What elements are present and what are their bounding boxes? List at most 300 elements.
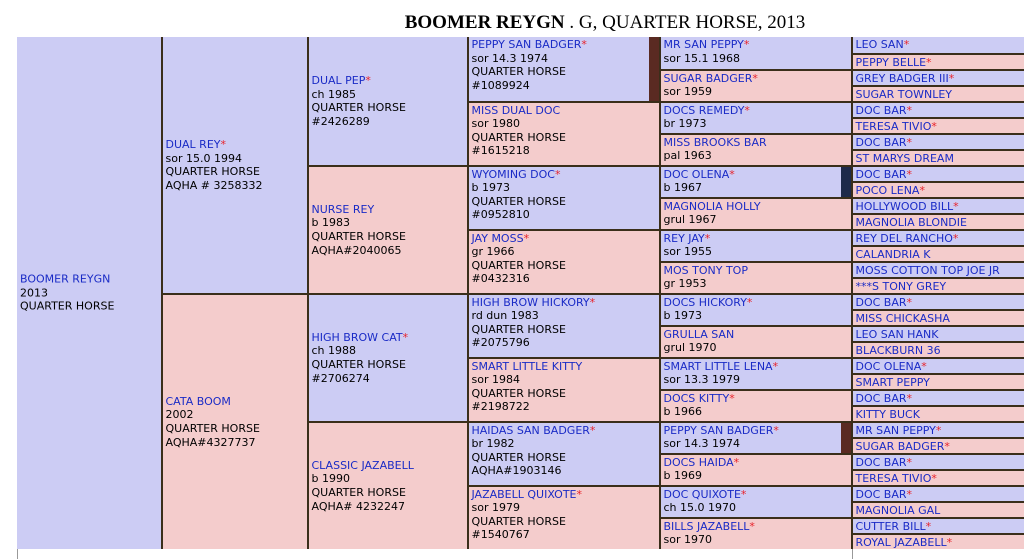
horse-detail-line: QUARTER HORSE — [471, 130, 566, 144]
horse-name-line — [856, 536, 1024, 550]
horse-detail-line: b 1969 — [663, 469, 702, 483]
pedigree-cell-gen5 — [661, 391, 852, 422]
pedigree-cell-content — [856, 152, 1024, 166]
pedigree-cell-gen6 — [853, 471, 1024, 486]
pedigree-cell-content — [664, 424, 850, 451]
star-marker: * — [921, 359, 927, 373]
horse-name-line — [664, 392, 850, 406]
horse-name-line — [856, 200, 1024, 214]
star-marker: * — [729, 391, 735, 405]
horse-name-link[interactable]: CLASSIC JAZABELL — [311, 458, 414, 472]
horse-detail-line: b 1983 — [311, 216, 350, 230]
horse-detail-line: QUARTER HORSE — [311, 229, 406, 243]
horse-name-link[interactable]: BOOMER REYGN — [20, 272, 111, 286]
horse-name-line — [472, 296, 658, 310]
horse-name-link[interactable]: PEPPY SAN BADGER — [663, 423, 774, 437]
horse-detail-line: sor 15.0 1994 — [165, 151, 242, 165]
pedigree-cell-content — [856, 440, 1024, 454]
horse-name-line — [664, 488, 850, 502]
horse-name-link[interactable]: DOC QUIXOTE — [663, 487, 741, 501]
horse-name-link[interactable]: JAZABELL QUIXOTE — [471, 487, 577, 501]
pedigree-cell-gen5 — [661, 487, 852, 518]
horse-name-line — [664, 264, 850, 278]
pedigree-cell-gen6 — [853, 391, 1024, 406]
horse-name-link[interactable]: CALANDRIA K — [855, 247, 931, 261]
star-marker: * — [906, 135, 913, 149]
horse-name-link[interactable]: DOCS HAIDA — [663, 455, 734, 469]
star-marker: * — [749, 519, 755, 533]
horse-detail-line: br 1973 — [663, 117, 707, 131]
horse-name-link[interactable]: MAGNOLIA GAL — [855, 503, 941, 517]
horse-name-link[interactable]: CATA BOOM — [165, 394, 231, 408]
horse-detail-line: sor 1959 — [663, 85, 712, 99]
star-marker: * — [752, 71, 758, 85]
horse-name-line — [856, 88, 1024, 102]
horse-name-link[interactable]: PEPPY SAN BADGER — [471, 38, 582, 51]
pedigree-cell-gen6 — [853, 279, 1024, 294]
pedigree-cell-content — [856, 456, 1024, 470]
horse-name-line — [856, 424, 1024, 438]
pedigree-cell-content — [472, 104, 658, 158]
star-marker: * — [906, 455, 913, 469]
pedigree-cell-content — [856, 88, 1024, 102]
star-marker: * — [576, 487, 582, 501]
pedigree-cell-gen5 — [661, 263, 852, 294]
horse-name-link[interactable]: HIGH BROW CAT — [311, 330, 403, 344]
pedigree-cell-gen6 — [853, 535, 1024, 550]
pedigree-cell-gen6 — [853, 37, 1024, 53]
horse-detail-line: QUARTER HORSE — [165, 165, 260, 178]
horse-name-line — [664, 104, 850, 118]
horse-name-link[interactable]: GREY BADGER III — [855, 71, 949, 85]
pedigree-cell-gen1 — [17, 37, 161, 549]
horse-name-link[interactable]: ST MARYS DREAM — [855, 151, 954, 165]
horse-name-link[interactable]: MISS BROOKS BAR — [663, 135, 767, 149]
pedigree-cell-gen6 — [853, 215, 1024, 230]
horse-name-line — [856, 38, 1024, 52]
horse-name-line — [664, 360, 850, 374]
pedigree-cell-content — [664, 392, 850, 419]
star-marker: * — [931, 119, 937, 133]
horse-name-link[interactable]: MISS DUAL DOC — [471, 103, 561, 117]
horse-name-link[interactable]: DOC BAR — [855, 391, 907, 405]
horse-detail-line: b 1967 — [663, 181, 702, 195]
pedigree-cell-content — [856, 408, 1024, 422]
horse-name-link[interactable]: SUGAR TOWNLEY — [855, 87, 953, 101]
pedigree-cell-content — [856, 296, 1024, 310]
horse-name-line — [856, 72, 1024, 86]
star-marker: * — [926, 55, 932, 69]
horse-name-line — [664, 136, 850, 150]
footer-divider — [852, 549, 853, 559]
horse-name-line — [856, 296, 1024, 310]
horse-detail-line: QUARTER HORSE — [20, 299, 115, 313]
pedigree-cell-content — [856, 360, 1024, 374]
horse-name-link[interactable]: DOC BAR — [855, 487, 907, 501]
pedigree-cell-gen6 — [853, 199, 1024, 214]
horse-detail-line: 2002 — [165, 408, 194, 422]
horse-detail-line: AQHA # 3258332 — [165, 178, 263, 192]
horse-detail-line: #1615218 — [471, 144, 530, 158]
horse-name-link[interactable]: CUTTER BILL — [855, 519, 926, 533]
horse-detail-line: ch 15.0 1970 — [663, 501, 736, 515]
horse-name-line — [472, 424, 658, 438]
horse-name-link[interactable]: DOCS REMEDY — [663, 103, 745, 117]
horse-name-line — [856, 520, 1024, 534]
horse-name-line — [856, 360, 1024, 374]
horse-name-link[interactable]: DOC BAR — [855, 167, 907, 181]
horse-name-line — [664, 296, 850, 310]
pedigree-cell-content — [664, 296, 850, 323]
horse-name-line — [856, 376, 1024, 390]
horse-detail-line: sor 14.3 1974 — [663, 437, 740, 451]
horse-detail-line: br 1982 — [471, 437, 515, 451]
pedigree-cell-gen6 — [853, 359, 1024, 374]
horse-name-link[interactable]: REY DEL RANCHO — [855, 231, 953, 245]
pedigree-cell-gen6 — [853, 455, 1024, 470]
horse-detail-line: QUARTER HORSE — [311, 101, 406, 114]
pedigree-cell-content — [472, 360, 658, 414]
horse-name-link[interactable]: BILLS JAZABELL — [663, 519, 750, 533]
pedigree-cell-gen6 — [853, 103, 1024, 118]
horse-name-line — [472, 232, 658, 246]
pedigree-cell-content — [856, 38, 1024, 52]
pedigree-cell-gen5 — [661, 423, 852, 454]
horse-detail-line: #1540767 — [471, 528, 530, 542]
horse-detail-line: sor 1980 — [471, 117, 520, 131]
horse-detail-line: gr 1953 — [663, 277, 707, 291]
pedigree-cell-content — [856, 280, 1024, 294]
pedigree-cell-content — [856, 424, 1024, 438]
horse-name-link[interactable]: DUAL REY — [165, 137, 221, 151]
horse-detail-line: #2198722 — [471, 400, 530, 414]
horse-name-line — [856, 120, 1024, 134]
horse-name-link[interactable]: ROYAL JAZABELL — [855, 535, 947, 549]
star-marker: * — [773, 423, 779, 437]
horse-name-line — [856, 408, 1024, 422]
horse-name-link[interactable]: NURSE REY — [311, 202, 375, 216]
horse-detail-line: sor 1970 — [663, 533, 712, 547]
horse-name-line — [664, 168, 850, 182]
pedigree-cell-content — [856, 344, 1024, 358]
horse-name-line — [664, 328, 850, 342]
pedigree-cell-content — [664, 136, 850, 163]
horse-name-link[interactable]: DOC BAR — [855, 455, 907, 469]
horse-detail-line: QUARTER HORSE — [471, 322, 566, 336]
pedigree-cell-content — [166, 395, 306, 449]
pedigree-chart — [17, 37, 1024, 549]
horse-name-link[interactable]: HIGH BROW HICKORY — [471, 295, 590, 309]
pedigree-cell-gen6 — [853, 263, 1024, 278]
pedigree-cell-content — [472, 168, 658, 222]
horse-name-line — [856, 136, 1024, 150]
horse-name-link[interactable]: MR SAN PEPPY — [855, 423, 936, 437]
pedigree-cell-content — [664, 456, 850, 483]
horse-name-line — [856, 216, 1024, 230]
pedigree-cell-gen6 — [853, 167, 1024, 182]
horse-name-line — [856, 392, 1024, 406]
pedigree-cell-gen6 — [853, 231, 1024, 246]
horse-name-link[interactable]: SMART LITTLE LENA — [663, 359, 773, 373]
horse-name-line — [856, 504, 1024, 518]
horse-name-link[interactable]: KITTY BUCK — [855, 407, 920, 421]
pedigree-cell-content — [856, 392, 1024, 406]
horse-name-line — [472, 38, 658, 52]
horse-name-link[interactable]: MISS CHICKASHA — [855, 311, 950, 325]
star-marker: * — [746, 295, 753, 309]
horse-name-line — [664, 72, 850, 86]
pedigree-cell-gen6 — [853, 423, 1024, 438]
horse-title-name: BOOMER REYGN — [404, 12, 565, 33]
horse-detail-line: 2013 — [20, 286, 48, 300]
pedigree-cell-gen5 — [661, 103, 852, 134]
horse-detail-line: sor 1984 — [471, 373, 520, 387]
horse-detail-line: QUARTER HORSE — [311, 485, 406, 499]
horse-name-line — [312, 331, 466, 345]
horse-detail-line: sor 1979 — [471, 501, 520, 515]
horse-detail-line: #0432316 — [471, 272, 530, 286]
horse-detail-line: grul 1970 — [663, 341, 717, 355]
pedigree-cell-content — [664, 72, 850, 99]
horse-detail-line: AQHA#4327737 — [165, 435, 256, 449]
pedigree-cell-content — [856, 328, 1024, 342]
pedigree-cell-content — [856, 312, 1024, 326]
horse-name-link[interactable]: SUGAR BADGER — [855, 439, 945, 453]
pedigree-cell-gen4 — [469, 423, 660, 486]
pedigree-cell-content — [166, 138, 306, 192]
horse-name-line — [664, 424, 850, 438]
pedigree-cell-content — [856, 488, 1024, 502]
star-marker: * — [729, 167, 735, 181]
horse-name-line — [664, 232, 850, 246]
horse-detail-line: #2075796 — [471, 336, 530, 350]
horse-name-link[interactable]: MR SAN PEPPY — [663, 38, 744, 51]
pedigree-cell-content — [856, 56, 1024, 70]
horse-name-line — [856, 264, 1024, 278]
horse-name-link[interactable]: HAIDAS SAN BADGER — [471, 423, 590, 437]
horse-name-link[interactable]: DOC BAR — [855, 103, 907, 117]
pedigree-title — [0, 12, 1024, 34]
horse-name-link[interactable]: SUGAR BADGER — [663, 71, 753, 85]
horse-name-link[interactable]: DOCS HICKORY — [663, 295, 747, 309]
horse-detail-line: gr 1966 — [471, 245, 515, 259]
inbreeding-marker — [649, 37, 659, 101]
horse-detail-line: AQHA# 4232247 — [311, 499, 405, 513]
horse-name-link[interactable]: LEO SAN HANK — [855, 327, 939, 341]
star-marker: * — [925, 519, 932, 533]
horse-name-line — [312, 203, 466, 217]
horse-name-link[interactable]: LEO SAN — [855, 38, 904, 51]
horse-name-link[interactable]: HOLLYWOOD BILL — [855, 199, 954, 213]
pedigree-cell-gen4 — [469, 37, 660, 101]
pedigree-cell-content — [664, 488, 850, 515]
pedigree-cell-gen5 — [661, 455, 852, 486]
horse-detail-line: b 1973 — [471, 181, 510, 195]
pedigree-cell-gen6 — [853, 375, 1024, 390]
pedigree-cell-content — [856, 168, 1024, 182]
star-marker: * — [931, 471, 937, 485]
horse-name-link[interactable]: PEPPY BELLE — [855, 55, 927, 69]
star-marker: * — [220, 137, 226, 151]
star-marker: * — [906, 391, 913, 405]
horse-name-line — [856, 184, 1024, 198]
pedigree-cell-content — [856, 376, 1024, 390]
pedigree-cell-gen6 — [853, 295, 1024, 310]
horse-name-link[interactable]: MAGNOLIA BLONDIE — [855, 215, 967, 229]
star-marker: * — [903, 38, 910, 51]
pedigree-cell-gen5 — [661, 199, 852, 230]
horse-name-line — [856, 312, 1024, 326]
pedigree-cell-gen6 — [853, 183, 1024, 198]
horse-detail-line: sor 14.3 1974 — [471, 51, 548, 65]
horse-detail-line: QUARTER HORSE — [471, 450, 566, 464]
horse-name-line — [856, 472, 1024, 486]
pedigree-cell-content — [856, 520, 1024, 534]
horse-detail-line: AQHA#2040065 — [311, 243, 402, 257]
horse-name-link[interactable]: POCO LENA — [855, 183, 920, 197]
horse-name-line — [856, 152, 1024, 166]
horse-name-link[interactable]: DOCS KITTY — [663, 391, 730, 405]
pedigree-cell-gen6 — [853, 439, 1024, 454]
horse-name-line — [856, 56, 1024, 70]
horse-name-line — [856, 232, 1024, 246]
pedigree-cell-content — [472, 488, 658, 542]
star-marker: * — [906, 487, 913, 501]
pedigree-cell-content — [856, 104, 1024, 118]
pedigree-cell-gen2 — [163, 37, 308, 293]
horse-name-line — [472, 104, 658, 118]
star-marker: * — [946, 535, 953, 549]
horse-detail-line: QUARTER HORSE — [471, 194, 566, 208]
pedigree-cell-gen3 — [309, 167, 468, 294]
horse-name-link[interactable]: ***S TONY GREY — [855, 279, 947, 293]
pedigree-cell-content — [856, 200, 1024, 214]
horse-name-line — [856, 344, 1024, 358]
horse-name-line — [856, 280, 1024, 294]
horse-name-link[interactable]: MAGNOLIA HOLLY — [663, 199, 761, 213]
pedigree-cell-content — [856, 216, 1024, 230]
horse-detail-line: AQHA#1903146 — [471, 464, 562, 478]
pedigree-cell-gen6 — [853, 151, 1024, 166]
horse-name-link[interactable]: BLACKBURN 36 — [855, 343, 941, 357]
horse-name-link[interactable]: SMART PEPPY — [855, 375, 930, 389]
horse-name-line — [472, 488, 658, 502]
pedigree-cell-content — [312, 331, 466, 385]
pedigree-cell-content — [472, 296, 658, 350]
star-marker: * — [554, 167, 561, 181]
horse-name-line — [20, 273, 159, 287]
pedigree-cell-gen3 — [309, 423, 468, 550]
horse-name-link[interactable]: GRULLA SAN — [663, 327, 735, 341]
horse-detail-line: b 1990 — [311, 472, 350, 486]
horse-name-line — [664, 520, 850, 534]
horse-name-link[interactable]: JAY MOSS — [471, 231, 524, 245]
horse-name-link[interactable]: SMART LITTLE KITTY — [471, 359, 583, 373]
star-marker: * — [944, 439, 950, 453]
horse-name-link[interactable]: DOC OLENA — [855, 359, 922, 373]
horse-name-line — [856, 440, 1024, 454]
horse-name-link[interactable]: REY JAY — [663, 231, 705, 245]
horse-detail-line: sor 13.3 1979 — [663, 373, 740, 387]
star-marker: * — [743, 38, 750, 51]
horse-detail-line: ch 1988 — [311, 344, 357, 358]
horse-name-line — [472, 168, 658, 182]
horse-name-line — [664, 200, 850, 214]
horse-name-link[interactable]: TERESA TIVIO — [855, 119, 932, 133]
horse-name-line — [166, 138, 306, 152]
pedigree-cell-gen6 — [853, 519, 1024, 534]
horse-name-link[interactable]: DOC BAR — [855, 295, 907, 309]
pedigree-cell-content — [312, 203, 466, 257]
horse-detail-line: sor 15.1 1968 — [663, 51, 740, 65]
horse-name-link[interactable]: DOC OLENA — [663, 167, 730, 181]
pedigree-cell-gen6 — [853, 311, 1024, 326]
horse-detail-line: QUARTER HORSE — [311, 357, 406, 371]
star-marker: * — [581, 38, 587, 51]
horse-name-link[interactable]: TERESA TIVIO — [855, 471, 932, 485]
pedigree-cell-content — [312, 74, 466, 128]
horse-name-link[interactable]: MOS TONY TOP — [663, 263, 748, 277]
star-marker: * — [744, 103, 750, 117]
pedigree-cell-content — [664, 360, 850, 387]
pedigree-cell-gen6 — [853, 343, 1024, 358]
pedigree-cell-gen5 — [661, 135, 852, 166]
pedigree-cell-gen5 — [661, 71, 852, 102]
horse-detail-line: b 1966 — [663, 405, 702, 419]
pedigree-cell-gen6 — [853, 247, 1024, 262]
inbreeding-marker — [841, 167, 851, 198]
horse-name-link[interactable]: MOSS COTTON TOP JOE JR — [855, 263, 1000, 277]
horse-name-line — [856, 104, 1024, 118]
pedigree-cell-gen5 — [661, 359, 852, 390]
horse-detail-line: QUARTER HORSE — [471, 65, 566, 79]
pedigree-cell-content — [856, 184, 1024, 198]
pedigree-cell-gen6 — [853, 71, 1024, 86]
horse-detail-line: #0952810 — [471, 208, 530, 222]
pedigree-cell-gen6 — [853, 487, 1024, 502]
star-marker: * — [952, 231, 959, 245]
horse-name-link[interactable]: WYOMING DOC — [471, 167, 555, 181]
pedigree-cell-content — [664, 200, 850, 227]
horse-title-details: . G, QUARTER HORSE, 2013 — [564, 12, 806, 33]
pedigree-cell-content — [312, 459, 466, 513]
horse-detail-line: QUARTER HORSE — [165, 421, 260, 435]
horse-detail-line: QUARTER HORSE — [471, 386, 566, 400]
horse-detail-line: QUARTER HORSE — [471, 514, 566, 528]
pedigree-cell-gen4 — [469, 103, 660, 166]
horse-name-line — [312, 74, 466, 88]
star-marker: * — [906, 295, 913, 309]
pedigree-cell-gen5 — [661, 37, 852, 69]
horse-name-link[interactable]: DUAL PEP — [311, 73, 366, 87]
pedigree-cell-gen6 — [853, 55, 1024, 70]
star-marker: * — [935, 423, 942, 437]
pedigree-cell-gen5 — [661, 519, 852, 550]
star-marker: * — [948, 71, 955, 85]
pedigree-cell-content — [856, 504, 1024, 518]
pedigree-cell-content — [856, 136, 1024, 150]
horse-detail-line: #2426289 — [311, 114, 370, 128]
horse-name-line — [856, 488, 1024, 502]
star-marker: * — [740, 487, 747, 501]
horse-detail-line: pal 1963 — [663, 149, 712, 163]
pedigree-cell-content — [856, 248, 1024, 262]
star-marker: * — [906, 103, 913, 117]
pedigree-cell-content — [664, 328, 850, 355]
horse-detail-line: rd dun 1983 — [471, 309, 539, 323]
horse-name-link[interactable]: DOC BAR — [855, 135, 907, 149]
pedigree-cell-gen6 — [853, 407, 1024, 422]
